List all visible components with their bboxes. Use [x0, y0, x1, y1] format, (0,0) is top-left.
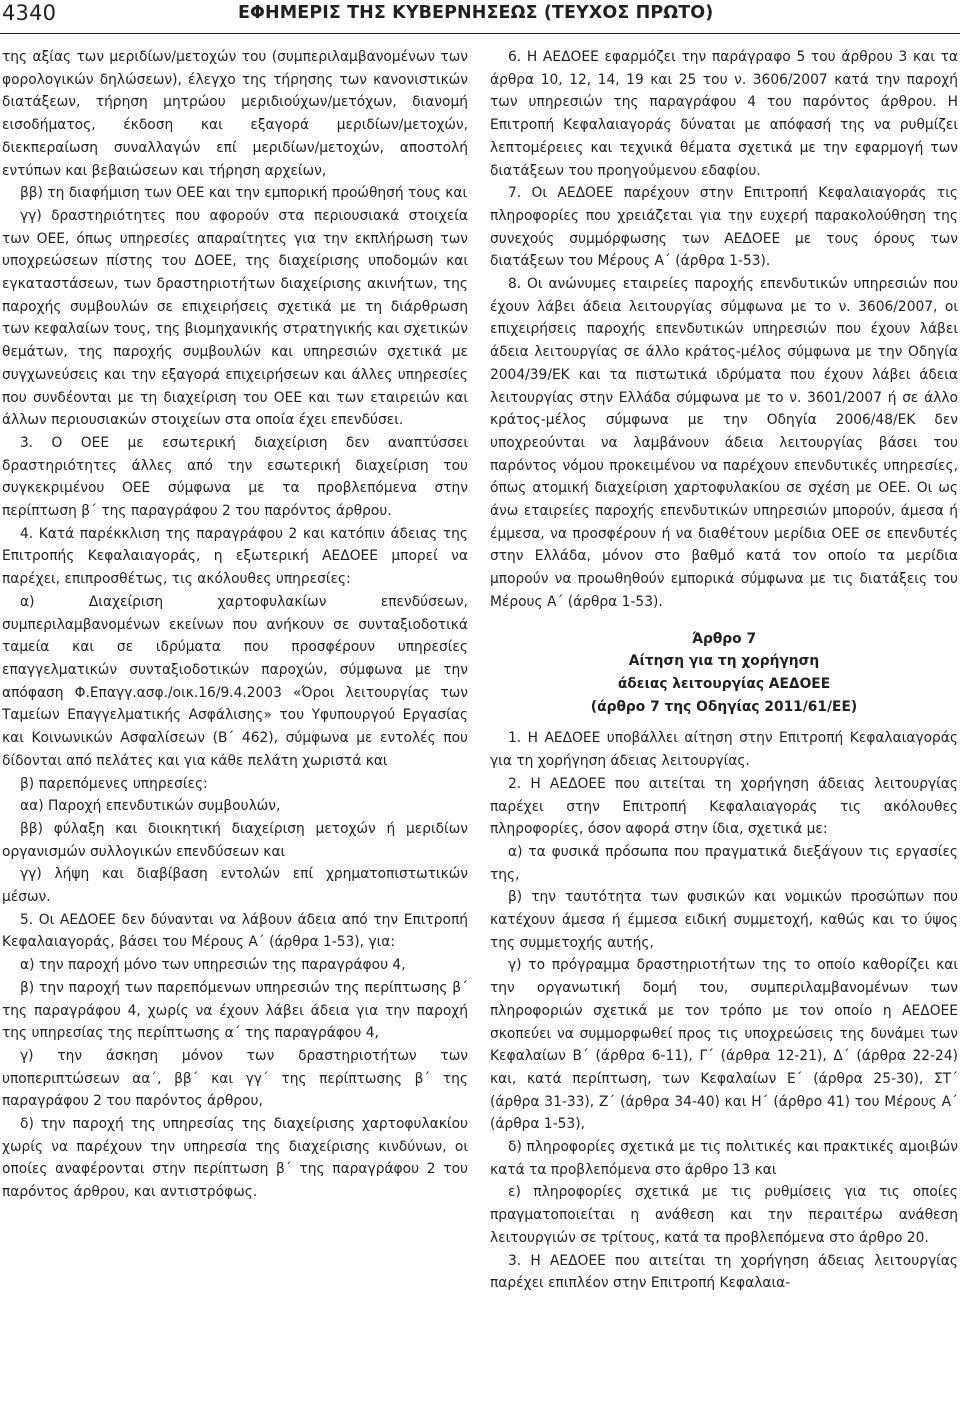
paragraph: 3. Ο ΟΕΕ με εσωτερική διαχείριση δεν αναπτύσσει δραστηριότητες άλλες από την εσωτερική διαχείριση του συγκεκριμένου ΟΕΕ σύμφωνα με τα προβλεπόμενα στην περίπτωση β΄ της παραγράφου 2 του παρόντος άρθρου. [2, 434, 468, 520]
right-column [490, 46, 958, 1295]
paragraph: γ) το πρόγραμμα δραστηριοτήτων της το οποίο καθορίζει και την οργανωτική δομή του, συμπεριλαμβανομένων των πληροφοριών σχετικά με τον τρόπο με τον οποίο η ΑΕΔΟΕΕ σκοπεύει να συμμορφωθεί προς τις υποχρεώσεις της δυνάμει των Κεφαλαίων Β΄ (άρθρα 6-11), Γ΄ (άρθρα 12-21), Δ΄ (άρθρα 22-24) και, κατά περίπτωση, των Κεφαλαίων Ε΄ (άρθρα 25-30), ΣΤ΄ (άρθρα 31-33), Ζ΄ (άρθρα 34-40) και Η΄ (άρθρο 41) του Μέρους Α΄ (άρθρα 1-53), [490, 957, 958, 1133]
paragraph: α) την παροχή μόνο των υπηρεσιών της παραγράφου 4, [20, 957, 406, 974]
paragraph: γ) την άσκηση μόνον των δραστηριοτήτων των υποπεριπτώσεων αα΄, ββ΄ και γγ΄ της περίπτωσης β΄ της παραγράφου 2 του παρόντος άρθρου, [2, 1047, 468, 1110]
paragraph: β) παρεπόμενες υπηρεσίες: [20, 775, 208, 792]
article-title-line: άδειας λειτουργίας ΑΕΔΟΕΕ [617, 675, 831, 692]
article-number: Άρθρο 7 [691, 630, 757, 647]
left-column [2, 46, 468, 1204]
paragraph: ε) πληροφορίες σχετικά με τις ρυθμίσεις για τις οποίες πραγματοποιείται η ανάθεση και την περαιτέρω ανάθεση λειτουργιών σε τρίτους, κατά τα προβλεπόμενα στο άρθρο 20. [490, 1184, 958, 1246]
page-number: 4340 [2, 1, 57, 25]
article-title-line: Αίτηση για τη χορήγηση [628, 653, 820, 670]
article-heading [490, 628, 958, 719]
paragraph: 1. Η ΑΕΔΟΕΕ υποβάλλει αίτηση στην Επιτροπή Κεφαλαιαγοράς για τη χορήγηση άδειας λειτουργίας. [490, 730, 958, 770]
paragraph: γγ) δραστηριότητες που αφορούν στα περιουσιακά στοιχεία των ΟΕΕ, όπως υπηρεσίες απαραίτητες για την εκπλήρωση των υποχρεώσεων πίστης του ΔΟΕΕ, της διαχείρισης υποδομών και εγκαταστάσεων, των δραστηριοτήτων διαχείρισης ακινήτων, της παροχής συμβουλών σε επιχειρήσεις σχετικά με τη διάρθρωση των κεφαλαίων τους, της βιομηχανικής στρατηγικής και σχετικών θεμάτων, της παροχής συμβουλών και υπηρεσιών σχετικά με συγχωνεύσεις και την εξαγορά επιχειρήσεων και άλλες υπηρεσίες που συνδέονται με τη διαχείριση του ΟΕΕ και των εταιρειών και άλλων περιουσιακών στοιχείων στα οποία έχει επενδύσει. [2, 207, 468, 429]
paragraph: ββ) φύλαξη και διοικητική διαχείριση μετοχών ή μεριδίων οργανισμών συλλογικών επενδύσεων και [2, 820, 468, 860]
paragraph: ββ) τη διαφήμιση των ΟΕΕ και την εμπορική προώθησή τους και [20, 185, 468, 202]
paragraph: 2. Η ΑΕΔΟΕΕ που αιτείται τη χορήγηση άδειας λειτουργίας παρέχει στην Επιτροπή Κεφαλαιαγοράς τις ακόλουθες πληροφορίες, όσον αφορά στην ίδια, σχετικά με: [490, 775, 958, 838]
paragraph: 3. Η ΑΕΔΟΕΕ που αιτείται τη χορήγηση άδειας λειτουργίας παρέχει επιπλέον στην Επιτροπή Κεφαλαια- [490, 1252, 958, 1292]
page-header [0, 0, 960, 34]
paragraph: β) την παροχή των παρεπόμενων υπηρεσιών της περίπτωσης β΄ της παραγράφου 4, χωρίς να έχουν λάβει άδεια για την παροχή της υπηρεσίας της περίπτωσης α΄ της παραγράφου 4, [2, 979, 468, 1042]
paragraph: δ) πληροφορίες σχετικά με τις πολιτικές και πρακτικές αμοιβών κατά τα προβλεπόμενα στο άρθρο 13 και [490, 1139, 958, 1178]
paragraph: α) Διαχείριση χαρτοφυλακίων επενδύσεων, συμπεριλαμβανομένων εκείνων που ανήκουν σε συνταξιοδοτικά ταμεία και σε ιδρύματα που προσφέρουν υπηρεσίες επαγγελματικών συνταξιοδοτικών παροχών, σύμφωνα με την απόφαση Φ.Επαγγ.ασφ./οικ.16/9.4.2003 «Όροι λειτουργίας των Ταμείων Επαγγελματικής Ασφάλισης» του Υφυπουργού Εργασίας και Κοινωνικών Ασφαλίσεων (Β΄ 462), σύμφωνα με εντολές που δίδονται από πελάτες και για κάθε πελάτη χωριστά και [2, 593, 468, 769]
paragraph: δ) την παροχή της υπηρεσίας της διαχείρισης χαρτοφυλακίου χωρίς να παρέχουν την υπηρεσία της διαχείρισης κινδύνων, οι οποίες αναφέρονται στην περίπτωση β΄ της παραγράφου 2 του παρόντος άρθρου, και αντιστρόφως. [2, 1116, 468, 1201]
paragraph: 7. Οι ΑΕΔΟΕΕ παρέχουν στην Επιτροπή Κεφαλαιαγοράς τις πληροφορίες που χρειάζεται για την ευχερή παρακολούθηση της συνεχούς συμμόρφωσης των ΑΕΔΟΕΕ με τους όρους των διατάξεων του Μέρους Α΄ (άρθρα 1-53). [490, 185, 958, 270]
paragraph: β) την ταυτότητα των φυσικών και νομικών προσώπων που κατέχουν άμεσα ή έμμεσα ειδική συμμετοχή, καθώς και το ύψος της συμμετοχής αυτής, [490, 889, 958, 951]
paragraph: 6. Η ΑΕΔΟΕΕ εφαρμόζει την παράγραφο 5 του άρθρου 3 και τα άρθρα 10, 12, 14, 19 και 25 του ν. 3606/2007 κατά την παροχή των υπηρεσιών της παραγράφου 4 του παρόντος άρθρου. Η Επιτροπή Κεφαλαιαγοράς δύναται με απόφασή της να ρυθμίζει λεπτομέρειες και τεχνικά θέματα σχετικά με την εφαρμογή των διατάξεων του προηγούμενου εδαφίου. [490, 49, 958, 179]
paragraph: α) τα φυσικά πρόσωπα που πραγματικά διεξάγουν τις εργασίες της, [490, 843, 958, 883]
gazette-title: ΕΦΗΜΕΡΙΣ ΤΗΣ ΚΥΒΕΡΝΗΣΕΩΣ (ΤΕΥΧΟΣ ΠΡΩΤΟ) [238, 3, 714, 23]
paragraph: γγ) λήψη και διαβίβαση εντολών επί χρηματοπιστωτικών μέσων. [2, 866, 468, 906]
article-title-line: (άρθρο 7 της Οδηγίας 2011/61/ΕΕ) [590, 698, 858, 715]
paragraph: αα) Παροχή επενδυτικών συμβουλών, [20, 798, 281, 815]
paragraph: 4. Κατά παρέκκλιση της παραγράφου 2 και κατόπιν άδειας της Επιτροπής Κεφαλαιαγοράς, η εξωτερική ΑΕΔΟΕΕ μπορεί να παρέχει, επιπροσθέτως, τις ακόλουθες υπηρεσίες: [2, 525, 468, 588]
paragraph: 5. Οι ΑΕΔΟΕΕ δεν δύνανται να λάβουν άδεια από την Επιτροπή Κεφαλαιαγοράς, βάσει του Μέρους Α΄ (άρθρα 1-53), για: [2, 911, 468, 951]
header-divider [0, 33, 960, 34]
paragraph: 8. Οι ανώνυμες εταιρείες παροχής επενδυτικών υπηρεσιών που έχουν λάβει άδεια λειτουργίας σύμφωνα με το ν. 3606/2007, οι επιχειρήσεις παροχής επενδυτικών υπηρεσιών που έχουν λάβει άδεια λειτουργίας σε άλλο κράτος-μέλος σύμφωνα με την Οδηγία 2004/39/ΕΚ και τα πιστωτικά ιδρύματα που έχουν λάβει άδεια λειτουργίας στην Ελλάδα σύμφωνα με το ν. 3601/2007 ή σε άλλο κράτος-μέλος σύμφωνα με την Οδηγία 2006/48/ΕΚ δεν υποχρεούνται να λαμβάνουν άδεια λειτουργίας βάσει του παρόντος νόμου προκειμένου να παρέχουν επενδυτικές υπηρεσίες, όπως ατομική διαχείριση χαρτοφυλακίου σε σχέση με ΟΕΕ. Οι ως άνω εταιρείες παροχής επενδυτικών υπηρεσιών μπορούν, άμεσα ή έμμεσα, να προσφέρουν ή να διαθέτουν μερίδια ΟΕΕ σε επενδυτές στην Ελλάδα, μόνον στο βαθμό κατά τον οποίο τα μερίδια μπορούν να προωθηθούν εμπορικά σύμφωνα με τις διατάξεις του Μέρους Α΄ (άρθρα 1-53). [490, 276, 958, 610]
paragraph: της αξίας των μεριδίων/μετοχών του (συμπεριλαμβανομένων των φορολογικών δηλώσεων), έλεγχο της τήρησης των κανονιστικών διατάξεων, τήρηση μητρώου μεριδιούχων/μετόχων, διανομή εισοδήματος, έκδοση και εξαγορά μεριδίων/μετοχών, διεκπεραίωση συναλλαγών επί μεριδίων/μετοχών, αποστολή εντύπων και βεβαιώσεων και τήρηση αρχείων, [2, 49, 468, 179]
